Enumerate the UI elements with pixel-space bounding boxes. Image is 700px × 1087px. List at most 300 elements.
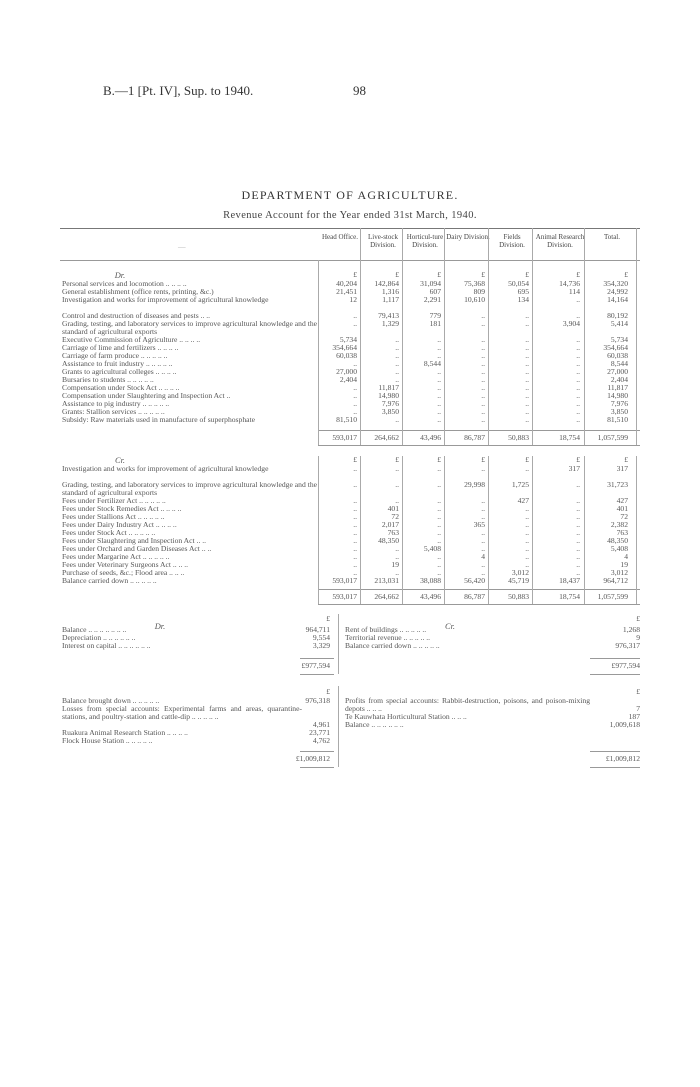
cr-section-row-value: .. bbox=[353, 520, 357, 529]
dr-section-row-label: Personal services and locomotion .. .. .. .. bbox=[62, 279, 187, 288]
cr-section-row-value: .. bbox=[437, 552, 441, 561]
dr-section-row-value: .. bbox=[437, 399, 441, 408]
cr-section-row-value: .. bbox=[525, 464, 529, 473]
cr-total-value: 50,883 bbox=[508, 592, 529, 601]
dr-section-row-value: 809 bbox=[473, 287, 485, 296]
cr-section-row-value: .. bbox=[576, 504, 580, 513]
column-divider bbox=[402, 228, 403, 445]
account-subtitle: Revenue Account for the Year ended 31st March, 1940. bbox=[223, 210, 477, 221]
dr-section-row-label: General establishment (office rents, printing, &c.) bbox=[62, 287, 214, 296]
dr-section-row-label: Bursaries to students .. .. .. .. .. bbox=[62, 375, 154, 384]
cr-section-row-value: 763 bbox=[616, 528, 628, 537]
dr-section-row-value: 40,204 bbox=[336, 279, 357, 288]
dr-section-row-value: 779 bbox=[429, 311, 441, 320]
dr-section-row-value: .. bbox=[395, 351, 399, 360]
dr-section-row-value: 7,976 bbox=[381, 399, 399, 408]
summary2-left-label: Balance brought down .. .. .. .. .. bbox=[62, 696, 160, 705]
cr-section-row-value: .. bbox=[481, 560, 485, 569]
dr-section-row-label: Assistance to pig industry .. .. .. .. .. bbox=[62, 399, 170, 408]
summary2-left-total: £1,009,812 bbox=[295, 754, 330, 763]
dr-section-row-value: .. bbox=[525, 415, 529, 424]
cr-section-row-value: .. bbox=[576, 560, 580, 569]
cr-section-row-value: .. bbox=[353, 464, 357, 473]
dr-section-row-value: .. bbox=[395, 335, 399, 344]
column-divider bbox=[360, 228, 361, 445]
cr-section-row-value: 1,725 bbox=[511, 480, 529, 489]
dr-section-row-value: 27,000 bbox=[336, 367, 357, 376]
running-header-reference: B.—1 [Pt. IV], Sup. to 1940. bbox=[103, 83, 254, 98]
dr-section-row-value: .. bbox=[395, 343, 399, 352]
summary1-left-label: Balance .. .. .. .. .. .. .. bbox=[62, 625, 127, 634]
cr-section-row-value: .. bbox=[576, 520, 580, 529]
cr-section-label: Cr. bbox=[114, 456, 125, 465]
cr-section-row-value: .. bbox=[437, 504, 441, 513]
cr-section-row-value: .. bbox=[481, 528, 485, 537]
dr-total-value: 593,017 bbox=[332, 433, 357, 442]
cr-section-row-value: .. bbox=[576, 552, 580, 561]
summary2-right-currency: £ bbox=[636, 687, 640, 696]
cr-section-row-value: .. bbox=[576, 568, 580, 577]
cr-section-row-value: .. bbox=[481, 496, 485, 505]
dr-section-row-value: .. bbox=[437, 367, 441, 376]
dr-section-row-value: .. bbox=[437, 375, 441, 384]
dr-section-row-value: .. bbox=[481, 359, 485, 368]
dr-section-row-value: .. bbox=[353, 319, 357, 328]
column-divider bbox=[584, 456, 585, 604]
cr-section-row-value: .. bbox=[353, 504, 357, 513]
dr-section-row-value: 607 bbox=[429, 287, 441, 296]
summary2-right-label: Te Kauwhata Horticultural Station .. .. .. bbox=[345, 712, 467, 721]
dr-section-row-value: .. bbox=[525, 359, 529, 368]
summary2-left-rule bbox=[300, 751, 334, 752]
cr-total-value: 18,754 bbox=[559, 592, 580, 601]
summary1-right-label: Territorial revenue .. .. .. .. .. bbox=[345, 633, 431, 642]
dr-total-value: 1,057,599 bbox=[597, 433, 628, 442]
summary2-left-rule-2 bbox=[300, 767, 334, 768]
cr-section-row-value: .. bbox=[481, 568, 485, 577]
cr-section-row-value: 18,437 bbox=[559, 576, 580, 585]
dr-section-row-value: 114 bbox=[568, 287, 580, 296]
dr-section-label: Dr. bbox=[114, 271, 126, 280]
cr-section-row-value: .. bbox=[576, 528, 580, 537]
dr-section-row-value: .. bbox=[481, 399, 485, 408]
dr-section-row-value: .. bbox=[437, 391, 441, 400]
dr-section-row-value: 75,368 bbox=[464, 279, 485, 288]
dr-section-row-value: .. bbox=[481, 383, 485, 392]
dr-section-row-value: .. bbox=[481, 343, 485, 352]
dr-section-row-value: 14,736 bbox=[559, 279, 580, 288]
summary1-cr-label: Cr. bbox=[444, 622, 455, 631]
header-dashes: — bbox=[178, 242, 186, 251]
dr-section-row-label: Grading, testing, and laboratory services to improve agricultural knowledge and the standard of agricultural exports bbox=[62, 319, 317, 336]
dr-section-row-value: 142,864 bbox=[374, 279, 399, 288]
column-divider bbox=[636, 228, 637, 445]
cr-section-row-value: 593,017 bbox=[332, 576, 357, 585]
cr-section-currency-0: £ bbox=[353, 455, 357, 464]
column-divider bbox=[444, 456, 445, 604]
dr-section-row-value: .. bbox=[353, 359, 357, 368]
cr-section-currency-3: £ bbox=[481, 455, 485, 464]
dr-section-row-value: 2,404 bbox=[610, 375, 628, 384]
summary1-left-value: 9,554 bbox=[312, 633, 330, 642]
cr-section-row-value: 763 bbox=[387, 528, 399, 537]
dr-section-row-value: .. bbox=[576, 295, 580, 304]
dr-section-row-value: .. bbox=[576, 375, 580, 384]
cr-section-row-value: 5,408 bbox=[423, 544, 441, 553]
dr-section-row-value: .. bbox=[481, 335, 485, 344]
cr-section-row-value: 19 bbox=[620, 560, 628, 569]
dr-section-row-value: .. bbox=[576, 343, 580, 352]
cr-total-value: 593,017 bbox=[332, 592, 357, 601]
cr-section-row-value: .. bbox=[481, 544, 485, 553]
cr-section-row-value: .. bbox=[437, 480, 441, 489]
column-header-5: Animal Research Division. bbox=[535, 233, 585, 249]
summary2-divider bbox=[338, 686, 339, 767]
cr-section-row-value: 4 bbox=[624, 552, 628, 561]
dr-section-row-value: 80,192 bbox=[607, 311, 628, 320]
cr-section-row-value: .. bbox=[395, 464, 399, 473]
dr-section-row-value: .. bbox=[437, 415, 441, 424]
column-divider bbox=[360, 456, 361, 604]
dr-section-row-value: 60,038 bbox=[607, 351, 628, 360]
cr-section-row-value: 317 bbox=[568, 464, 580, 473]
cr-section-currency-1: £ bbox=[395, 455, 399, 464]
dr-section-currency-4: £ bbox=[525, 270, 529, 279]
cr-section-row-value: .. bbox=[395, 568, 399, 577]
summary2-left-value: 976,318 bbox=[305, 696, 330, 705]
summary1-right-rule bbox=[590, 658, 640, 659]
summary2-right-label: Profits from special accounts: Rabbit-destruction, poisons, and poison-mixing depots .. .. .. bbox=[345, 696, 590, 713]
dr-section-row-value: .. bbox=[481, 311, 485, 320]
cr-section-row-value: .. bbox=[353, 496, 357, 505]
cr-section-row-value: .. bbox=[437, 464, 441, 473]
cr-section-row-value: .. bbox=[525, 544, 529, 553]
cr-section-row-label: Fees under Stock Remedies Act .. .. .. .. bbox=[62, 504, 182, 513]
cr-section-row-value: 3,012 bbox=[511, 568, 529, 577]
cr-section-row-value: .. bbox=[353, 552, 357, 561]
dr-section-row-value: 354,664 bbox=[603, 343, 628, 352]
dr-section-row-value: .. bbox=[481, 407, 485, 416]
column-divider bbox=[488, 456, 489, 604]
column-divider bbox=[532, 456, 533, 604]
cr-section-currency-2: £ bbox=[437, 455, 441, 464]
summary1-right-value: 9 bbox=[636, 633, 640, 642]
dr-section-row-value: .. bbox=[576, 391, 580, 400]
dr-section-row-value: 14,164 bbox=[607, 295, 628, 304]
dr-section-row-value: 79,413 bbox=[378, 311, 399, 320]
dr-section-row-value: 2,404 bbox=[339, 375, 357, 384]
dr-section-row-value: .. bbox=[395, 415, 399, 424]
dr-section-row-label: Control and destruction of diseases and pests .. .. bbox=[62, 311, 211, 320]
dr-section-row-value: .. bbox=[525, 375, 529, 384]
dr-section-row-label: Grants to agricultural colleges .. .. .. .. bbox=[62, 367, 177, 376]
summary1-right-total: £977,594 bbox=[611, 661, 640, 670]
cr-section-currency-4: £ bbox=[525, 455, 529, 464]
dr-section-row-value: .. bbox=[576, 383, 580, 392]
dr-section-row-value: 181 bbox=[429, 319, 441, 328]
cr-section-row-label: Grading, testing, and laboratory services to improve agricultural knowledge and the standard of agricultural exports bbox=[62, 480, 317, 497]
dr-section-row-value: 14,980 bbox=[378, 391, 399, 400]
summary1-left-rule bbox=[300, 658, 334, 659]
summary1-left-value: 964,711 bbox=[305, 625, 330, 634]
dr-section-row-value: .. bbox=[395, 375, 399, 384]
dr-section-row-value: .. bbox=[437, 351, 441, 360]
dr-section-row-label: Subsidy: Raw materials used in manufacture of superphosphate bbox=[62, 415, 255, 424]
dr-section-row-value: .. bbox=[437, 383, 441, 392]
summary2-right-value: 1,009,618 bbox=[609, 720, 640, 729]
dr-section-currency-3: £ bbox=[481, 270, 485, 279]
cr-section-row-value: 72 bbox=[391, 512, 399, 521]
dr-section-row-value: 5,414 bbox=[610, 319, 628, 328]
dr-section-row-value: 354,320 bbox=[603, 279, 628, 288]
cr-section-row-value: .. bbox=[353, 512, 357, 521]
summary1-right-currency: £ bbox=[636, 614, 640, 623]
cr-section-row-value: 56,420 bbox=[464, 576, 485, 585]
summary1-right-value: 1,268 bbox=[622, 625, 640, 634]
dr-section-row-label: Executive Commission of Agriculture .. .. .. .. bbox=[62, 335, 201, 344]
cr-section-currency-5: £ bbox=[576, 455, 580, 464]
cr-total-value: 1,057,599 bbox=[597, 592, 628, 601]
cr-section-row-value: .. bbox=[481, 464, 485, 473]
cr-section-row-value: 2,382 bbox=[610, 520, 628, 529]
cr-section-row-value: 427 bbox=[616, 496, 628, 505]
summary2-left-label: Losses from special accounts: Experimental farms and areas, quarantine-stations, and poultry-station and cattle-dip .. .. .. .. .. bbox=[62, 704, 302, 721]
dr-section-row-value: .. bbox=[481, 367, 485, 376]
cr-section-row-label: Fees under Stallions Act .. .. .. .. .. bbox=[62, 512, 165, 521]
cr-section-row-label: Balance carried down .. .. .. .. .. bbox=[62, 576, 157, 585]
dr-section-row-value: 354,664 bbox=[332, 343, 357, 352]
dr-section-row-value: .. bbox=[525, 319, 529, 328]
dr-section-row-value: .. bbox=[525, 335, 529, 344]
dr-section-row-value: .. bbox=[525, 391, 529, 400]
dr-section-row-value: .. bbox=[576, 399, 580, 408]
summary1-right-label: Rent of buildings .. .. .. .. .. bbox=[345, 625, 427, 634]
cr-section-row-value: .. bbox=[353, 560, 357, 569]
cr-section-row-value: .. bbox=[437, 560, 441, 569]
cr-section-row-label: Purchase of seeds, &c.; Flood area .. .. .. bbox=[62, 568, 185, 577]
dr-section-row-value: .. bbox=[481, 351, 485, 360]
dr-section-row-value: 134 bbox=[517, 295, 529, 304]
cr-section-row-label: Fees under Orchard and Garden Diseases Act .. .. bbox=[62, 544, 212, 553]
department-title: DEPARTMENT OF AGRICULTURE. bbox=[241, 188, 459, 202]
dr-section-row-value: 5,734 bbox=[610, 335, 628, 344]
dr-section-row-value: 3,850 bbox=[610, 407, 628, 416]
cr-section-row-value: 29,998 bbox=[464, 480, 485, 489]
column-header-4: Fields Division. bbox=[499, 233, 525, 249]
column-header-1: Live-stock Division. bbox=[368, 233, 398, 249]
summary1-right-label: Balance carried down .. .. .. .. .. bbox=[345, 641, 440, 650]
cr-section-row-value: .. bbox=[525, 512, 529, 521]
column-divider bbox=[584, 228, 585, 445]
cr-section-row-value: .. bbox=[576, 512, 580, 521]
table-top-rule bbox=[60, 228, 640, 229]
cr-section-row-value: .. bbox=[353, 568, 357, 577]
dr-section-row-value: .. bbox=[576, 367, 580, 376]
summary1-left-label: Interest on capital .. .. .. .. .. .. bbox=[62, 641, 151, 650]
summary1-divider bbox=[338, 614, 339, 674]
cr-section-row-label: Fees under Veterinary Surgeons Act .. .. .. bbox=[62, 560, 189, 569]
dr-total-value: 50,883 bbox=[508, 433, 529, 442]
dr-section-row-value: 3,904 bbox=[562, 319, 580, 328]
cr-total-rule-top bbox=[318, 589, 640, 590]
dr-section-row-value: .. bbox=[353, 383, 357, 392]
dr-section-row-value: .. bbox=[353, 407, 357, 416]
cr-section-row-value: 19 bbox=[391, 560, 399, 569]
summary2-left-value: 4,762 bbox=[312, 736, 330, 745]
cr-section-row-value: 72 bbox=[620, 512, 628, 521]
dr-section-row-value: .. bbox=[481, 375, 485, 384]
cr-section-row-value: 45,719 bbox=[508, 576, 529, 585]
dr-section-currency-1: £ bbox=[395, 270, 399, 279]
cr-section-row-value: .. bbox=[576, 480, 580, 489]
summary1-dr-label: Dr. bbox=[154, 622, 166, 631]
cr-section-row-value: .. bbox=[576, 536, 580, 545]
cr-section-row-value: 2,017 bbox=[381, 520, 399, 529]
cr-section-row-value: .. bbox=[353, 536, 357, 545]
dr-section-row-label: Investigation and works for improvement of agricultural knowledge bbox=[62, 295, 269, 304]
dr-section-row-value: 1,316 bbox=[381, 287, 399, 296]
cr-total-value: 86,787 bbox=[464, 592, 485, 601]
dr-total-value: 86,787 bbox=[464, 433, 485, 442]
dr-section-row-value: 21,451 bbox=[336, 287, 357, 296]
dr-section-row-value: .. bbox=[576, 335, 580, 344]
cr-section-row-value: .. bbox=[525, 552, 529, 561]
summary2-left-label: Flock House Station .. .. .. .. .. bbox=[62, 736, 153, 745]
cr-total-value: 43,496 bbox=[420, 592, 441, 601]
column-header-3: Dairy Division. bbox=[446, 233, 490, 241]
cr-section-row-value: 5,408 bbox=[610, 544, 628, 553]
dr-section-row-value: 8,544 bbox=[423, 359, 441, 368]
cr-section-row-value: .. bbox=[525, 504, 529, 513]
dr-section-row-label: Grants: Stallion services .. .. .. .. .. bbox=[62, 407, 165, 416]
dr-section-row-value: 11,817 bbox=[378, 383, 399, 392]
dr-section-row-value: .. bbox=[353, 311, 357, 320]
cr-section-row-value: 964,712 bbox=[603, 576, 628, 585]
dr-section-row-value: .. bbox=[576, 407, 580, 416]
dr-section-currency-2: £ bbox=[437, 270, 441, 279]
summary2-right-value: 187 bbox=[628, 712, 640, 721]
cr-section-row-value: .. bbox=[437, 528, 441, 537]
dr-section-row-value: .. bbox=[481, 415, 485, 424]
cr-section-row-label: Fees under Dairy Industry Act .. .. .. .. bbox=[62, 520, 177, 529]
dr-section-row-value: .. bbox=[437, 335, 441, 344]
cr-section-row-value: .. bbox=[395, 552, 399, 561]
dr-section-row-value: .. bbox=[525, 367, 529, 376]
summary2-right-label: Balance .. .. .. .. .. .. bbox=[345, 720, 404, 729]
summary2-right-total: £1,009,812 bbox=[605, 754, 640, 763]
column-divider bbox=[636, 456, 637, 604]
dr-section-row-value: .. bbox=[576, 311, 580, 320]
page-number: 98 bbox=[353, 83, 366, 98]
dr-total-rule-top bbox=[318, 430, 640, 431]
cr-section-row-value: 3,012 bbox=[610, 568, 628, 577]
dr-section-row-value: 3,850 bbox=[381, 407, 399, 416]
cr-section-row-value: 4 bbox=[481, 552, 485, 561]
cr-section-row-value: .. bbox=[437, 536, 441, 545]
cr-section-row-value: 401 bbox=[616, 504, 628, 513]
summary1-left-total: £977,594 bbox=[301, 661, 330, 670]
dr-section-row-label: Compensation under Stock Act .. .. .. .. bbox=[62, 383, 180, 392]
dr-section-row-value: 60,038 bbox=[336, 351, 357, 360]
cr-section-row-value: .. bbox=[481, 512, 485, 521]
cr-section-row-value: .. bbox=[576, 496, 580, 505]
summary1-left-rule-2 bbox=[300, 674, 334, 675]
cr-section-row-value: .. bbox=[395, 496, 399, 505]
cr-section-row-value: .. bbox=[395, 480, 399, 489]
cr-section-row-value: 38,088 bbox=[420, 576, 441, 585]
summary1-right-value: 976,317 bbox=[615, 641, 640, 650]
dr-section-row-value: 695 bbox=[517, 287, 529, 296]
dr-section-row-value: 1,329 bbox=[381, 319, 399, 328]
dr-section-row-value: .. bbox=[395, 359, 399, 368]
cr-section-row-label: Fees under Stock Act .. .. .. .. .. bbox=[62, 528, 156, 537]
dr-section-row-value: .. bbox=[353, 391, 357, 400]
cr-section-row-value: 317 bbox=[616, 464, 628, 473]
cr-section-row-value: .. bbox=[576, 544, 580, 553]
column-header-2: Horticul-ture Division. bbox=[406, 233, 444, 249]
cr-section-row-value: .. bbox=[437, 512, 441, 521]
dr-section-currency-5: £ bbox=[576, 270, 580, 279]
dr-section-row-value: .. bbox=[525, 311, 529, 320]
cr-section-row-value: 365 bbox=[473, 520, 485, 529]
summary2-right-rule bbox=[590, 751, 640, 752]
dr-section-row-value: 1,117 bbox=[382, 295, 399, 304]
dr-section-row-value: 27,000 bbox=[607, 367, 628, 376]
dr-section-row-value: .. bbox=[525, 407, 529, 416]
summary2-right-value: 7 bbox=[636, 704, 640, 713]
dr-section-row-value: .. bbox=[525, 399, 529, 408]
dr-section-row-label: Compensation under Slaughtering and Inspection Act .. bbox=[62, 391, 231, 400]
column-divider bbox=[402, 456, 403, 604]
summary1-right-rule-2 bbox=[590, 674, 640, 675]
summary2-left-value: 23,771 bbox=[309, 728, 330, 737]
cr-section-row-value: .. bbox=[525, 528, 529, 537]
cr-section-row-value: .. bbox=[481, 536, 485, 545]
cr-section-row-value: 48,350 bbox=[378, 536, 399, 545]
column-divider bbox=[318, 260, 319, 445]
cr-section-row-value: .. bbox=[525, 560, 529, 569]
cr-section-row-value: .. bbox=[395, 544, 399, 553]
cr-section-row-value: .. bbox=[525, 520, 529, 529]
dr-total-value: 43,496 bbox=[420, 433, 441, 442]
dr-section-row-value: 5,734 bbox=[339, 335, 357, 344]
dr-section-row-value: .. bbox=[525, 343, 529, 352]
dr-section-row-value: 14,980 bbox=[607, 391, 628, 400]
column-divider bbox=[444, 228, 445, 445]
dr-section-row-value: 11,817 bbox=[607, 383, 628, 392]
column-divider bbox=[318, 456, 319, 604]
dr-section-row-value: .. bbox=[395, 367, 399, 376]
dr-section-row-value: 31,094 bbox=[420, 279, 441, 288]
dr-section-row-label: Carriage of lime and fertilizers .. .. .. .. bbox=[62, 343, 179, 352]
column-divider bbox=[488, 228, 489, 445]
dr-section-row-label: Carriage of farm produce .. .. .. .. .. bbox=[62, 351, 168, 360]
header-bottom-rule bbox=[60, 260, 640, 261]
dr-section-row-label: Assistance to fruit industry .. .. .. .. .. bbox=[62, 359, 173, 368]
dr-section-row-value: 12 bbox=[349, 295, 357, 304]
dr-section-row-value: .. bbox=[576, 359, 580, 368]
dr-section-row-value: .. bbox=[525, 383, 529, 392]
summary1-left-label: Depreciation .. .. .. .. .. .. bbox=[62, 633, 136, 642]
cr-section-row-label: Fees under Margarine Act .. .. .. .. .. bbox=[62, 552, 170, 561]
dr-section-row-value: 10,610 bbox=[464, 295, 485, 304]
dr-section-row-value: 2,291 bbox=[423, 295, 441, 304]
dr-section-row-value: .. bbox=[437, 407, 441, 416]
cr-section-row-value: 427 bbox=[517, 496, 529, 505]
dr-section-row-value: 50,054 bbox=[508, 279, 529, 288]
cr-total-rule-bottom bbox=[318, 604, 640, 605]
cr-section-row-label: Investigation and works for improvement of agricultural knowledge bbox=[62, 464, 269, 473]
